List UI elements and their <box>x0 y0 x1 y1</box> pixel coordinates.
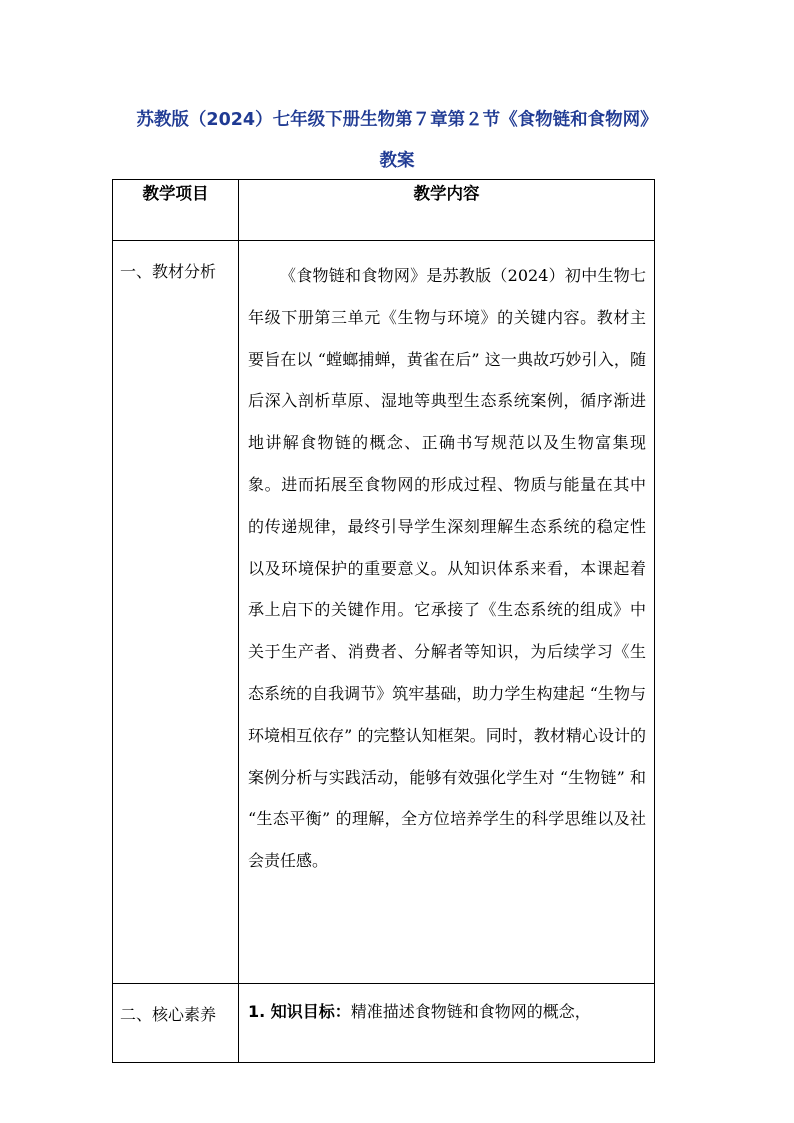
row-label-textbook-analysis: 一、教材分析 <box>113 241 239 984</box>
core-literacy-paragraph <box>248 991 646 1033</box>
knowledge-goal-text: 精准描述食物链和食物网的概念， <box>350 1002 591 1021</box>
row-label-core-literacy: 二、核心素养 <box>113 984 239 1063</box>
row-content-textbook-analysis <box>239 241 655 984</box>
row-content-core-literacy <box>239 984 655 1063</box>
textbook-analysis-paragraph: 《食物链和食物网》是苏教版（2024）初中生物七年级下册第三单元《生物与环境》的关键内容。教材主要旨在以 “螳螂捕蝉，黄雀在后” 这一典故巧妙引入，随后深入剖析草原、湿地等典型生态系统案例，循序渐进地讲解食物链的概念、正确书写规范以及生物富集现象。进而拓展至食物网的形成过程、物质与能量在其中的传递规律，最终引导学生深刻理解生态系统的稳定性以及环境保护的重要意义。从知识体系来看，本课起着承上启下的关键作用。它承接了《生态系统的组成》中关于生产者、消费者、分解者等知识，为后续学习《生态系统的自我调节》筑牢基础，助力学生构建起 “生物与环境相互依存” 的完整认知框架。同时，教材精心设计的案例分析与实践活动，能够有效强化学生对 “生物链” 和 “生态平衡” 的理解，全方位培养学生的科学思维以及社会责任感。 <box>248 266 646 871</box>
table-header-row <box>113 180 655 241</box>
header-teaching-item: 教学项目 <box>113 180 239 241</box>
table-row <box>113 241 655 984</box>
document-title-line1: 苏教版（2024）七年级下册生物第７章第２节《食物链和食物网》 <box>136 110 658 130</box>
lesson-plan-table <box>112 179 655 1063</box>
table-row <box>113 984 655 1063</box>
document-title-line2: 教案 <box>379 151 415 171</box>
knowledge-goal-label: 1. 知识目标： <box>248 1002 351 1021</box>
header-teaching-content: 教学内容 <box>239 180 655 241</box>
